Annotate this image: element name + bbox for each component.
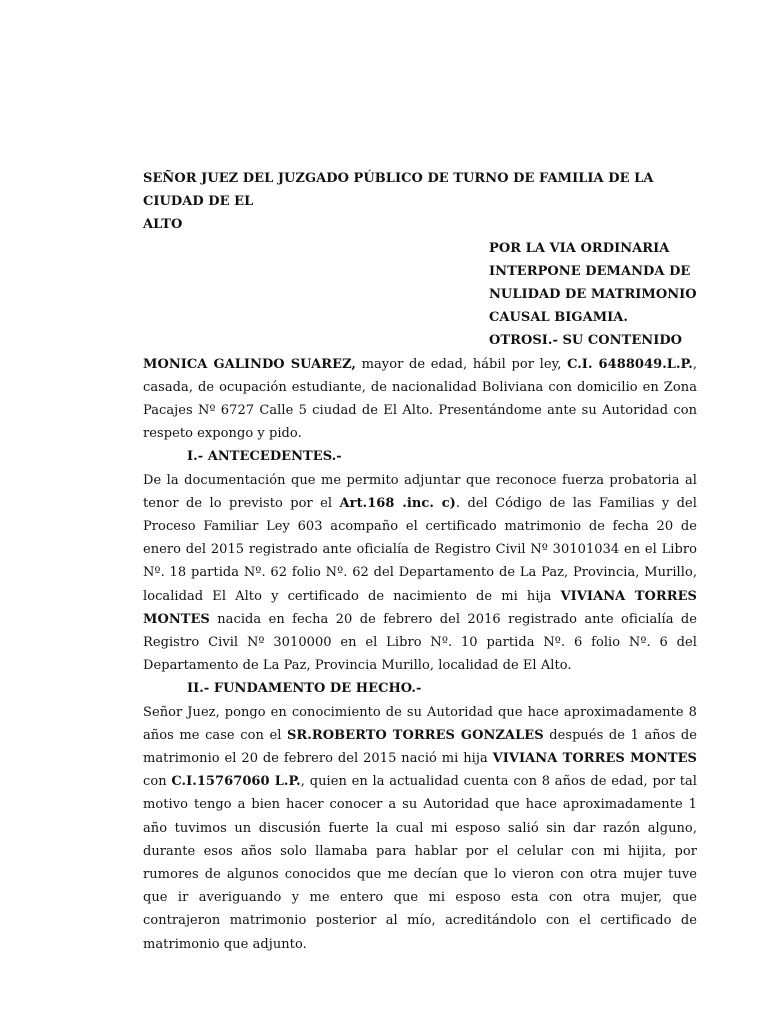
subject-line-4: CAUSAL BIGAMIA. [489, 310, 629, 326]
fundamento-text-4: , quien en la actualidad cuenta con 8 años de edad, por tal motivo tengo a bien hacer conocer a su Autoridad que hace aproximadamente 1 año tuvimos un discusión fuerte la cual mi esposo salió sin dar razón alguno, durante esos años solo llamaba para hablar por el celular con mi hijita, por rumores de algunos conocidos que me decían que lo vieron con otra mujer tuve que ir averiguando y me entero que mi esposo esta con otra mujer, que contrajeron matrimonio posterior al mío, acreditándolo con el certificado de matrimonio que adjunto. [143, 774, 698, 952]
child-name: VIVIANA TORRES MONTES [143, 588, 697, 627]
child-name-2: VIVIANA TORRES MONTES [492, 751, 697, 766]
plaintiff-name: MONICA GALINDO SUAREZ, [143, 356, 356, 372]
fundamento-text-3: con [143, 774, 172, 790]
antecedentes-paragraph [143, 469, 697, 678]
subject-line-5: OTROSI.- SU CONTENIDO [489, 333, 683, 349]
antecedentes-text-1: De la documentación que me permito adjuntar que reconoce fuerza probatoria al tenor de lo previsto por el [143, 472, 697, 511]
subject-line-1: POR LA VIA ORDINARIA [489, 240, 670, 256]
subject-block [489, 237, 697, 353]
fundamento-text-2: después de 1 años de matrimonio el 20 de febrero del 2015 nació mi hija [143, 727, 697, 766]
document-body [143, 167, 697, 956]
antecedentes-text-3: nacida en fecha 20 de febrero del 2016 registrado ante oficialía de Registro Civil Nº 3010000 en el Libro Nº. 10 partida Nº. 6 folio Nº. 6 del Departamento de La Paz, Provincia Murillo, localidad de El Alto. [143, 611, 697, 674]
article-reference: Art.168 .inc. c) [339, 495, 456, 511]
fundamento-text-1: Señor Juez, pongo en conocimiento de su Autoridad que hace aproximadamente 8 años me case con el [143, 704, 697, 743]
fundamento-paragraph [143, 701, 697, 956]
section-title-antecedentes: I.- ANTECEDENTES.- [187, 449, 342, 465]
subject-line-3: NULIDAD DE MATRIMONIO [489, 286, 697, 302]
intro-text-2: , casada, de ocupación estudiante, de nacionalidad Boliviana con domicilio en Zona Pacajes Nº 6727 Calle 5 ciudad de El Alto. Presentándome ante su Autoridad con respeto expongo y pido. [143, 356, 697, 442]
intro-paragraph [143, 353, 697, 446]
spouse-name: SR.ROBERTO TORRES GONZALES [286, 727, 544, 743]
antecedentes-text-2: . del Código de las Familias y del Proceso Familiar Ley 603 acompaño el certificado matrimonio de fecha 20 de enero del 2015 registrado ante oficialía de Registro Civil Nº 30101034 en el Libro Nº. 18 partida Nº. 62 folio Nº. 62 del Departamento de La Paz, Provincia, Murillo, localidad El Alto y certificado de nacimiento de mi hija [143, 495, 697, 604]
subject-line-2: INTERPONE DEMANDA DE [489, 263, 691, 279]
child-ci: C.I.15767060 L.P. [171, 774, 301, 790]
section-title-fundamento: II.- FUNDAMENTO DE HECHO.- [187, 681, 422, 697]
plaintiff-ci: C.I. 6488049.L.P. [567, 356, 693, 372]
addressee-line-2: ALTO [143, 217, 183, 233]
intro-text-1: mayor de edad, hábil por ley, [355, 356, 568, 372]
addressee-heading [143, 167, 697, 237]
addressee-line-1: SEÑOR JUEZ DEL JUZGADO PÚBLICO DE TURNO DE FAMILIA DE LA CIUDAD DE EL [143, 171, 654, 210]
